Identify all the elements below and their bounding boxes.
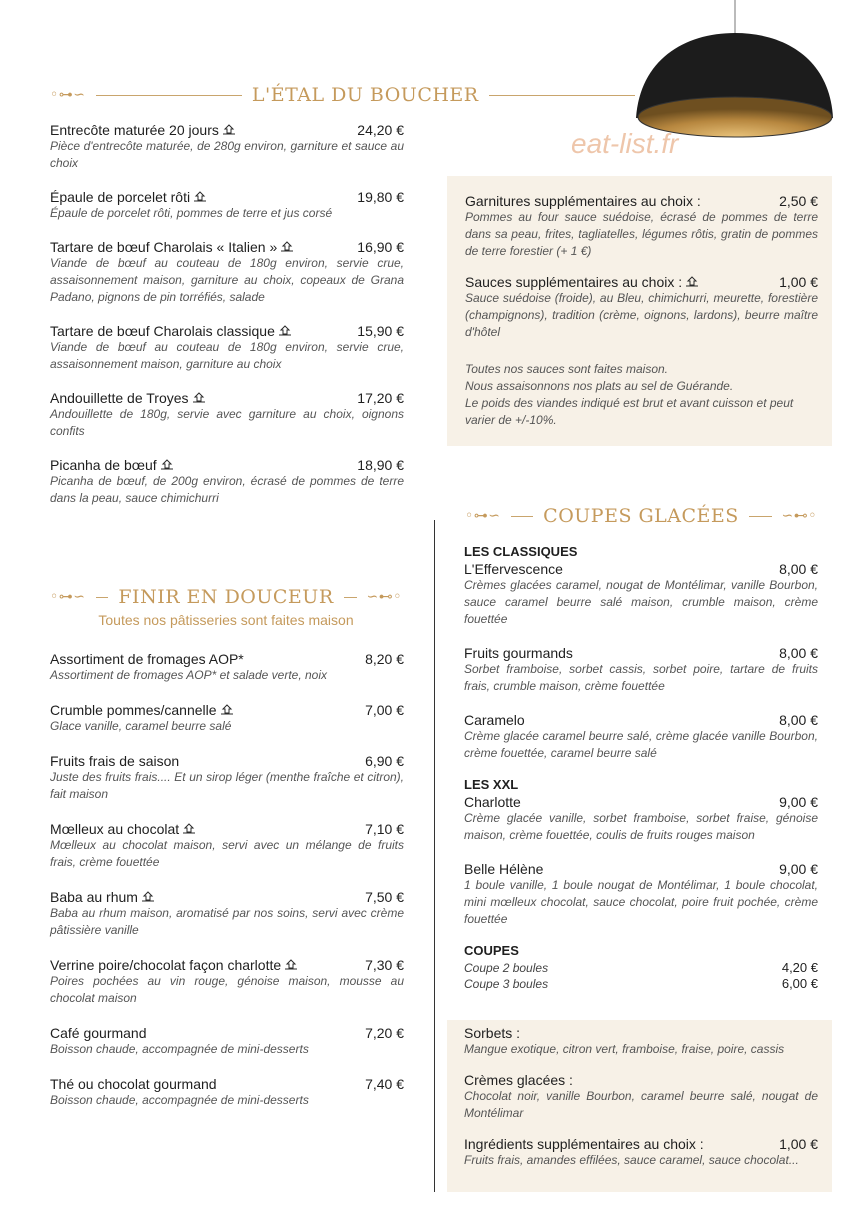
item-description: Crème glacée vanille, sorbet framboise, sorbet fraise, génoise maison, crème fouettée, coulis de fruits rouges maison [464, 811, 818, 842]
watermark: eat-list.fr [571, 128, 679, 159]
item-price: 6,90 € [365, 753, 404, 769]
boucher-list [50, 122, 404, 524]
cremes-title: Crèmes glacées : [464, 1072, 573, 1088]
item-price: 8,00 € [779, 645, 818, 661]
item-name: Café gourmand [50, 1025, 147, 1041]
menu-item [464, 712, 818, 762]
douceur-section-title [50, 586, 402, 608]
menu-item [464, 794, 818, 844]
item-price: 1,00 € [779, 274, 818, 290]
flourish-ornament-icon: ◦⊶∽ [50, 87, 86, 103]
sorbets-desc: Mangue exotique, citron vert, framboise, fraise, poire, cassis [464, 1042, 785, 1056]
item-name: Garnitures supplémentaires au choix : [465, 193, 701, 209]
flourish-ornament-icon: ∽⊷◦ [366, 589, 402, 605]
sorbets-title: Sorbets : [464, 1025, 521, 1041]
item-name: Sauces supplémentaires au choix : [465, 274, 683, 290]
item-price: 9,00 € [779, 861, 818, 877]
item-name: L'Effervescence [464, 561, 563, 577]
chef-hat-icon [278, 325, 292, 337]
item-name: Crumble pommes/cannelle [50, 702, 217, 718]
item-price: 7,20 € [365, 1025, 404, 1041]
chef-hat-icon [222, 124, 236, 136]
item-price: 8,20 € [365, 651, 404, 667]
item-description: Viande de bœuf au couteau de 180g environ, servie crue, assaisonnement maison, garniture au choix [50, 340, 404, 371]
item-description: Boisson chaude, accompagnée de mini-desserts [50, 1093, 309, 1107]
classiques-title: LES CLASSIQUES [464, 544, 578, 559]
item-description: Andouillette de 180g, servie avec garniture au choix, oignons confits [50, 407, 404, 438]
item-price: 18,90 € [357, 457, 404, 473]
menu-item [464, 561, 818, 628]
item-description: Picanha de bœuf, de 200g environ, écrasé de pommes de terre dans la peau, sauce chimichurri [50, 474, 404, 505]
item-name: Mœlleux au chocolat [50, 821, 180, 837]
chef-hat-icon [685, 276, 699, 288]
boucher-section-title [50, 84, 635, 106]
item-price: 7,30 € [365, 957, 404, 973]
item-name: Coupe 3 boules [464, 977, 549, 991]
pendant-lamp-image [634, 0, 834, 140]
extras-box [447, 176, 832, 446]
chef-hat-icon [280, 241, 294, 253]
item-name: Tartare de bœuf Charolais « Italien » [50, 239, 278, 255]
menu-item [50, 651, 404, 684]
menu-item [50, 1025, 404, 1058]
item-price: 15,90 € [357, 323, 404, 339]
item-price: 7,50 € [365, 889, 404, 905]
menu-item [50, 889, 404, 939]
item-name: Tartare de bœuf Charolais classique [50, 323, 275, 339]
ingredients-desc: Fruits frais, amandes effilées, sauce caramel, sauce chocolat... [464, 1153, 799, 1167]
item-name: Fruits gourmands [464, 645, 573, 661]
menu-item [50, 702, 404, 735]
item-name: Verrine poire/chocolat façon charlotte [50, 957, 282, 973]
chef-hat-icon [160, 459, 174, 471]
item-name: Picanha de bœuf [50, 457, 157, 473]
item-name: Caramelo [464, 712, 525, 728]
menu-item [50, 821, 404, 871]
coupes-title: COUPES GLACÉES [543, 505, 739, 527]
item-price: 9,00 € [779, 794, 818, 810]
column-divider [434, 520, 435, 1192]
menu-item [50, 1076, 404, 1109]
item-price: 2,50 € [779, 193, 818, 209]
glaces-box [447, 1020, 832, 1192]
extras-notes [465, 361, 818, 429]
item-name: Thé ou chocolat gourmand [50, 1076, 217, 1092]
item-price: 19,80 € [357, 189, 404, 205]
chef-hat-icon [193, 191, 207, 203]
item-price: 8,00 € [779, 561, 818, 577]
ingredients-price: 1,00 € [779, 1136, 818, 1152]
item-description: Boisson chaude, accompagnée de mini-desserts [50, 1042, 309, 1056]
note-line: Nous assaisonnons nos plats au sel de Guérande. [465, 379, 734, 393]
menu-item [50, 753, 404, 803]
item-description: Glace vanille, caramel beurre salé [50, 719, 232, 733]
item-price: 16,90 € [357, 239, 404, 255]
chef-hat-icon [220, 704, 234, 716]
item-name: Coupe 2 boules [464, 961, 549, 975]
item-price: 7,40 € [365, 1076, 404, 1092]
item-description: Viande de bœuf au couteau de 180g environ, servie crue, assaisonnement maison, garniture au choix, copeaux de Grana Padano, pignons de pin torréfiés, salade [50, 256, 404, 304]
menu-item [50, 189, 404, 222]
item-description: Assortiment de fromages AOP* et salade verte, noix [50, 668, 328, 682]
item-description: Mœlleux au chocolat maison, servi avec un mélange de fruits frais, crème fouettée [50, 838, 404, 869]
item-description: Juste des fruits frais.... Et un sirop léger (menthe fraîche et citron), fait maison [50, 770, 404, 801]
menu-item [50, 957, 404, 1007]
menu-item [50, 457, 404, 507]
item-name: Fruits frais de saison [50, 753, 180, 769]
item-description: Poires pochées au vin rouge, génoise maison, mousse au chocolat maison [50, 974, 404, 1005]
coupes-list [464, 544, 818, 992]
chef-hat-icon [192, 392, 206, 404]
item-description: Crèmes glacées caramel, nougat de Montélimar, vanille Bourbon, sauce caramel beurre salé maison, crumble maison, crème fouettée [464, 578, 818, 626]
item-price: 24,20 € [357, 122, 404, 138]
coupes-section-title [465, 505, 817, 527]
menu-item [464, 645, 818, 695]
item-name: Assortiment de fromages AOP* [50, 651, 244, 667]
item-description: Sauce suédoise (froide), au Bleu, chimichurri, meurette, forestière (champignons), tradition (crème, oignons, lardons), beurre maître d'hôtel [465, 291, 818, 339]
chef-hat-icon [182, 823, 196, 835]
ingredients-item [464, 1136, 818, 1169]
menu-item [464, 976, 818, 991]
menu-item [50, 122, 404, 172]
item-description: Épaule de porcelet rôti, pommes de terre et jus corsé [50, 206, 333, 220]
menu-item [50, 239, 404, 306]
menu-item [50, 323, 404, 373]
menu-item [465, 274, 818, 341]
item-price: 4,20 € [781, 960, 818, 975]
item-description: Sorbet framboise, sorbet cassis, sorbet poire, tartare de fruits frais, crumble maison, crème fouettée [464, 662, 818, 693]
item-price: 8,00 € [779, 712, 818, 728]
sorbets-item [464, 1025, 818, 1058]
item-description: 1 boule vanille, 1 boule nougat de Montélimar, 1 boule chocolat, mini mœlleux chocolat, sauce chocolat, poire fruit pochée, crème fouettée [464, 878, 818, 926]
menu-item [465, 193, 818, 260]
item-description: Crème glacée caramel beurre salé, crème glacée vanille Bourbon, crème fouettée, caramel beurre salé [464, 729, 818, 760]
flourish-ornament-icon: ∽⊷◦ [781, 508, 817, 524]
item-price: 7,10 € [365, 821, 404, 837]
flourish-ornament-icon: ◦⊶∽ [50, 589, 86, 605]
chef-hat-icon [141, 891, 155, 903]
douceur-title: FINIR EN DOUCEUR [118, 586, 334, 608]
coupes-sub-title: COUPES [464, 943, 519, 958]
flourish-ornament-icon: ◦⊶∽ [465, 508, 501, 524]
note-line: Toutes nos sauces sont faites maison. [465, 362, 669, 376]
douceur-subtitle: Toutes nos pâtisseries sont faites maison [98, 612, 354, 628]
item-name: Andouillette de Troyes [50, 390, 189, 406]
item-name: Épaule de porcelet rôti [50, 189, 191, 205]
item-name: Belle Hélène [464, 861, 544, 877]
item-description: Pièce d'entrecôte maturée, de 280g environ, garniture et sauce au choix [50, 139, 404, 170]
item-description: Baba au rhum maison, aromatisé par nos soins, servi avec crème pâtissière vanille [50, 906, 404, 937]
item-name: Charlotte [464, 794, 521, 810]
xxl-title: LES XXL [464, 777, 519, 792]
cremes-desc: Chocolat noir, vanille Bourbon, caramel beurre salé, nougat de Montélimar [464, 1089, 818, 1120]
boucher-title: L'ÉTAL DU BOUCHER [251, 84, 479, 106]
chef-hat-icon [284, 959, 298, 971]
item-name: Entrecôte maturée 20 jours [50, 122, 219, 138]
item-price: 6,00 € [781, 976, 818, 991]
item-name: Baba au rhum [50, 889, 138, 905]
menu-item [464, 960, 818, 975]
note-line: Le poids des viandes indiqué est brut et avant cuisson et peut varier de +/-10%. [465, 396, 794, 427]
douceur-list [50, 651, 404, 1127]
item-description: Pommes au four sauce suédoise, écrasé de pommes de terre dans sa peau, frites, tagliatelles, légumes rôtis, gratin de pommes de terre forestier (+ 1 €) [465, 210, 818, 258]
menu-item [50, 390, 404, 440]
item-price: 17,20 € [357, 390, 404, 406]
ingredients-title: Ingrédients supplémentaires au choix : [464, 1136, 704, 1152]
item-price: 7,00 € [365, 702, 404, 718]
cremes-item [464, 1072, 818, 1122]
menu-item [464, 861, 818, 928]
